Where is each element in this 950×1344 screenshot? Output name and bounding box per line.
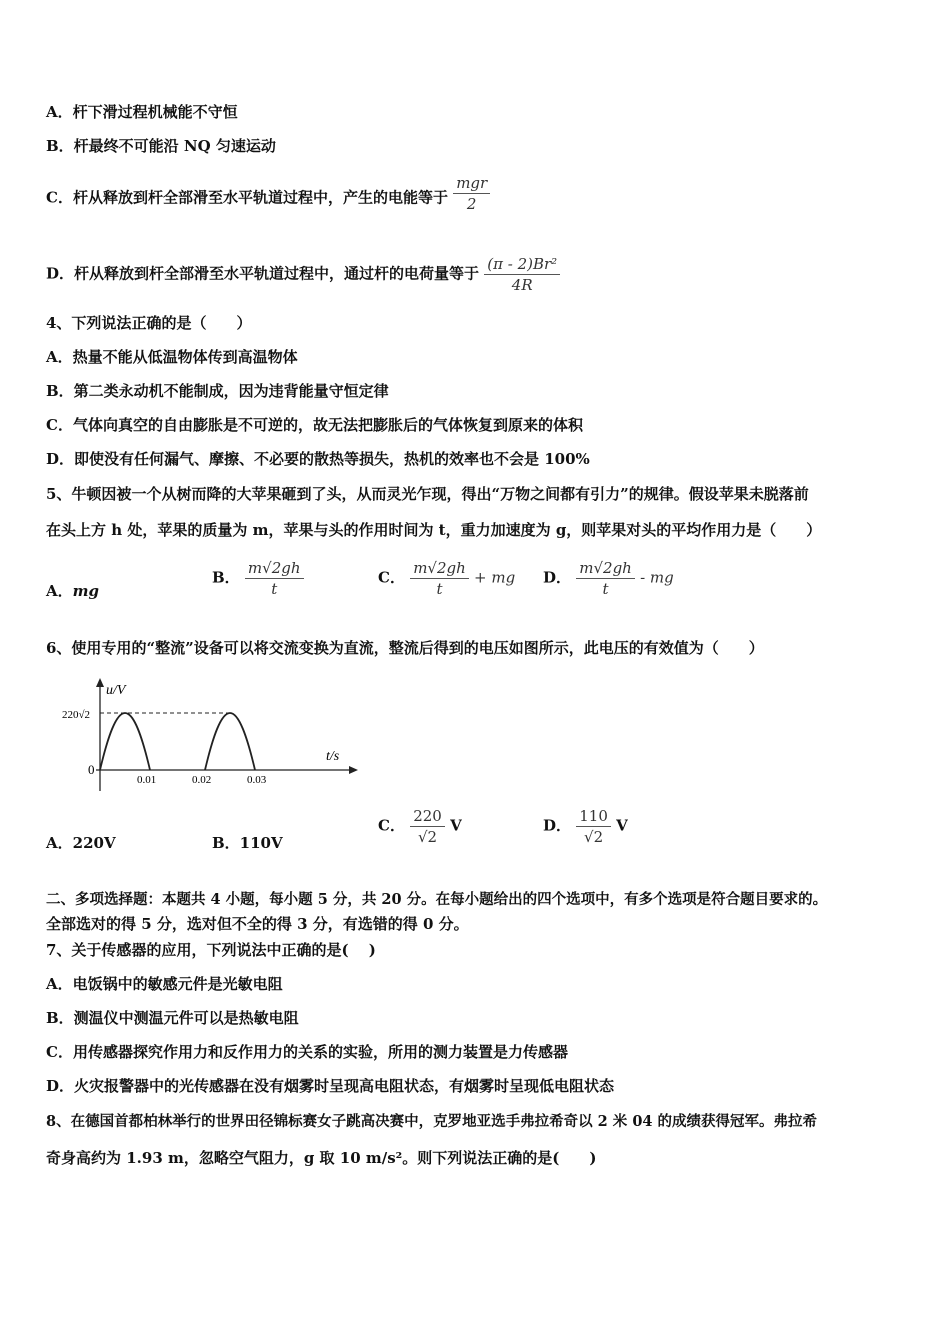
q5-option-b-fraction xyxy=(245,558,304,599)
q3-option-a: A．杆下滑过程机械能不守恒 xyxy=(46,103,238,121)
x-axis-arrow xyxy=(349,766,358,774)
fraction-denominator: 4R xyxy=(511,276,533,294)
q6-option-a: A．220V xyxy=(46,834,116,852)
fraction-numerator: m√2gh xyxy=(410,558,469,579)
peak-label: 220√2 xyxy=(62,709,91,721)
q6-option-c xyxy=(378,806,462,847)
fraction-numerator: m√2gh xyxy=(576,558,635,579)
option-label: D． xyxy=(543,568,572,587)
q6-option-d xyxy=(543,806,628,847)
option-label: C． xyxy=(378,568,405,587)
fraction-numerator: (π - 2)Br² xyxy=(484,254,560,275)
q5-stem-line1: 5、牛顿因被一个从树而降的大苹果砸到了头，从而灵光乍现，得出“万物之间都有引力”的规律。假设苹果未脱落前 xyxy=(46,485,809,503)
x-axis-label: t/s xyxy=(326,749,340,764)
q4-option-b: B．第二类永动机不能制成，因为违背能量守恒定律 xyxy=(46,382,389,400)
half-wave-1 xyxy=(100,713,150,770)
fraction-numerator: 110 xyxy=(576,806,611,827)
q5-stem-line2: 在头上方 h 处，苹果的质量为 m，苹果与头的作用时间为 t，重力加速度为 g，则苹果对头的平均作用力是（ ） xyxy=(46,521,822,539)
option-value: mg xyxy=(72,582,100,600)
q5-option-c-fraction xyxy=(410,558,469,599)
q5-option-b xyxy=(212,558,304,599)
option-label: D． xyxy=(543,816,572,835)
fraction-denominator: √2 xyxy=(584,828,604,846)
tick-label-3: 0.03 xyxy=(247,774,267,786)
y-axis-arrow xyxy=(96,678,104,687)
fraction-numerator: m√2gh xyxy=(245,558,304,579)
q8-stem-line1: 8、在德国首都柏林举行的世界田径锦标赛女子跳高决赛中，克罗地亚选手弗拉希奇以 2 米 04 的成绩获得冠军。弗拉希 xyxy=(46,1113,818,1130)
q5-option-d-fraction xyxy=(576,558,635,599)
fraction-denominator: t xyxy=(602,580,609,598)
q7-stem: 7、关于传感器的应用，下列说法中正确的是( ) xyxy=(46,941,376,959)
q7-option-a: A．电饭锅中的敏感元件是光敏电阻 xyxy=(46,975,283,993)
tick-label-2: 0.02 xyxy=(192,774,212,786)
q6-option-d-fraction xyxy=(576,806,611,847)
q4-option-d: D．即使没有任何漏气、摩擦、不必要的散热等损失，热机的效率也不会是 100% xyxy=(46,450,590,468)
q4-option-a: A．热量不能从低温物体传到高温物体 xyxy=(46,348,298,366)
option-unit: V xyxy=(616,816,628,835)
q3-option-c-text: C．杆从释放到杆全部滑至水平轨道过程中，产生的电能等于 xyxy=(46,188,448,207)
fraction-denominator: 2 xyxy=(466,195,477,213)
q6-option-b: B．110V xyxy=(212,834,283,852)
fraction-numerator: mgr xyxy=(453,173,490,194)
q3-option-d xyxy=(46,254,560,295)
option-label: A． xyxy=(46,582,73,600)
q7-option-d: D．火灾报警器中的光传感器在没有烟雾时呈现高电阻状态，有烟雾时呈现低电阻状态 xyxy=(46,1077,615,1095)
q3-option-b: B．杆最终不可能沿 NQ 匀速运动 xyxy=(46,137,276,155)
q3-option-c-fraction xyxy=(453,173,490,214)
q7-option-b: B．测温仪中测温元件可以是热敏电阻 xyxy=(46,1009,299,1027)
q3-option-d-text: D．杆从释放到杆全部滑至水平轨道过程中，通过杆的电荷量等于 xyxy=(46,264,480,283)
q3-option-c xyxy=(46,174,490,214)
section2-heading-line2: 全部选对的得 5 分，选对但不全的得 3 分，有选错的得 0 分。 xyxy=(46,915,469,933)
q4-option-c: C．气体向真空的自由膨胀是不可逆的，故无法把膨胀后的气体恢复到原来的体积 xyxy=(46,416,583,434)
fraction-denominator: t xyxy=(271,580,278,598)
option-tail: - mg xyxy=(640,568,674,587)
origin-label: 0 xyxy=(88,762,95,777)
option-label: C． xyxy=(378,816,405,835)
q6-stem: 6、使用专用的“整流”设备可以将交流变换为直流，整流后得到的电压如图所示，此电压的有效值为（ ） xyxy=(46,639,764,657)
q8-stem-line2: 奇身高约为 1.93 m，忽略空气阻力，g 取 10 m/s²。则下列说法正确的是( ) xyxy=(46,1149,597,1167)
option-tail: + mg xyxy=(474,568,516,587)
q7-option-c: C．用传感器探究作用力和反作用力的关系的实验，所用的测力装置是力传感器 xyxy=(46,1043,568,1061)
half-wave-2 xyxy=(205,713,255,770)
y-axis-label: u/V xyxy=(106,683,126,698)
section2-heading-line1: 二、多项选择题：本题共 4 小题，每小题 5 分，共 20 分。在每小题给出的四个选项中，有多个选项是符合题目要求的。 xyxy=(46,891,828,908)
fraction-denominator: √2 xyxy=(417,828,438,846)
q3-option-d-fraction xyxy=(484,254,560,295)
option-unit: V xyxy=(450,816,462,835)
tick-label-1: 0.01 xyxy=(137,774,157,786)
q5-option-d xyxy=(543,558,674,599)
fraction-numerator: 220 xyxy=(410,806,445,827)
q6-option-c-fraction xyxy=(410,806,445,847)
voltage-graph xyxy=(60,676,360,796)
q5-option-a xyxy=(46,580,99,601)
fraction-denominator: t xyxy=(436,580,443,598)
q4-stem: 4、下列说法正确的是（ ） xyxy=(46,314,252,332)
q5-option-c xyxy=(378,558,515,599)
option-label: B． xyxy=(212,568,240,587)
